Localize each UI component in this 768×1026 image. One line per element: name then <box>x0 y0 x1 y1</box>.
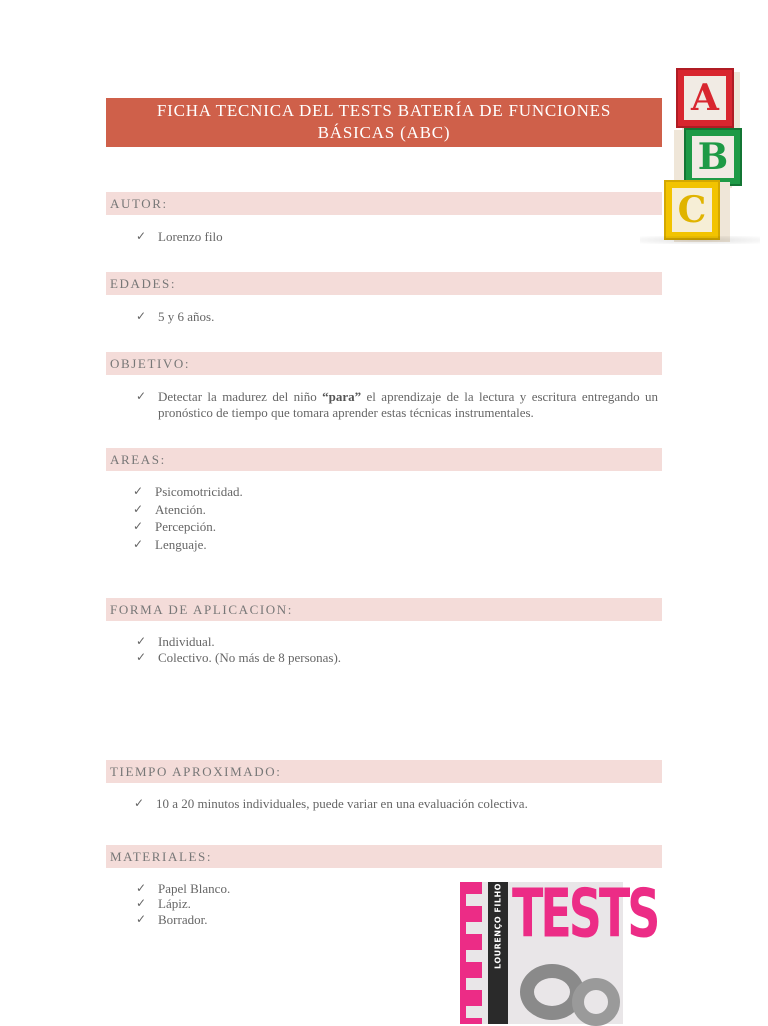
check-icon: ✓ <box>136 881 147 895</box>
title-line-2: BÁSICAS (ABC) <box>317 123 451 142</box>
book-stripe-bar <box>466 894 482 906</box>
edades-item: 5 y 6 años. <box>158 309 215 324</box>
areas-item: Lenguaje. <box>155 537 207 552</box>
areas-item: Psicomotricidad. <box>155 484 243 499</box>
section-header-edades: EDADES: <box>106 272 662 295</box>
check-icon: ✓ <box>133 484 144 498</box>
materiales-item: Lápiz. <box>158 896 191 911</box>
objetivo-paragraph <box>158 389 658 420</box>
book-shape <box>572 978 620 1026</box>
block-b-letter: B <box>692 136 734 178</box>
areas-item: Atención. <box>155 502 206 517</box>
section-header-tiempo: TIEMPO APROXIMADO: <box>106 760 662 783</box>
block-b <box>684 128 742 186</box>
objetivo-text-before: Detectar la madurez del niño <box>158 389 323 404</box>
book-cover-image <box>460 874 658 1024</box>
check-icon: ✓ <box>134 796 145 810</box>
section-header-materiales: MATERIALES: <box>106 845 662 868</box>
blocks-shadow <box>640 236 760 244</box>
block-c-letter: C <box>672 188 712 232</box>
check-icon: ✓ <box>136 912 147 926</box>
book-stripe-bar <box>466 922 482 934</box>
check-icon: ✓ <box>136 309 147 323</box>
materiales-item: Borrador. <box>158 912 208 927</box>
block-a-letter: A <box>684 76 726 120</box>
materiales-item: Papel Blanco. <box>158 881 231 896</box>
section-header-forma: FORMA DE APLICACION: <box>106 598 662 621</box>
areas-item: Percepción. <box>155 519 217 534</box>
book-title: TESTS <box>512 874 658 953</box>
check-icon: ✓ <box>136 634 147 648</box>
forma-item: Individual. <box>158 634 215 649</box>
check-icon: ✓ <box>133 502 144 516</box>
objetivo-text-after: el aprendizaje de la lectura y escritura entregando un pronóstico de tiempo que tomara aprender estas técnicas instrumentales. <box>158 389 658 420</box>
book-author: LOURENÇO FILHO <box>493 883 503 969</box>
check-icon: ✓ <box>133 519 144 533</box>
check-icon: ✓ <box>136 229 147 243</box>
check-icon: ✓ <box>133 537 144 551</box>
forma-item: Colectivo. (No más de 8 personas). <box>158 650 342 665</box>
block-a <box>676 68 734 128</box>
check-icon: ✓ <box>136 896 147 910</box>
title-line-1: FICHA TECNICA DEL TESTS BATERÍA DE FUNCIONES <box>156 101 612 120</box>
autor-item: Lorenzo filo <box>158 229 223 244</box>
book-stripe-bar <box>466 978 482 990</box>
section-header-objetivo: OBJETIVO: <box>106 352 662 375</box>
book-stripe-bar <box>466 950 482 962</box>
check-icon: ✓ <box>136 650 147 664</box>
check-icon: ✓ <box>136 389 147 403</box>
section-header-areas: AREAS: <box>106 448 662 471</box>
document-title <box>106 98 662 147</box>
abc-blocks-illustration <box>640 60 760 250</box>
block-c <box>664 180 720 240</box>
book-stripe-bar <box>466 1006 482 1018</box>
section-header-autor: AUTOR: <box>106 192 662 215</box>
tiempo-item: 10 a 20 minutos individuales, puede variar en una evaluación colectiva. <box>156 796 528 811</box>
objetivo-bold-word: “para” <box>322 389 362 404</box>
